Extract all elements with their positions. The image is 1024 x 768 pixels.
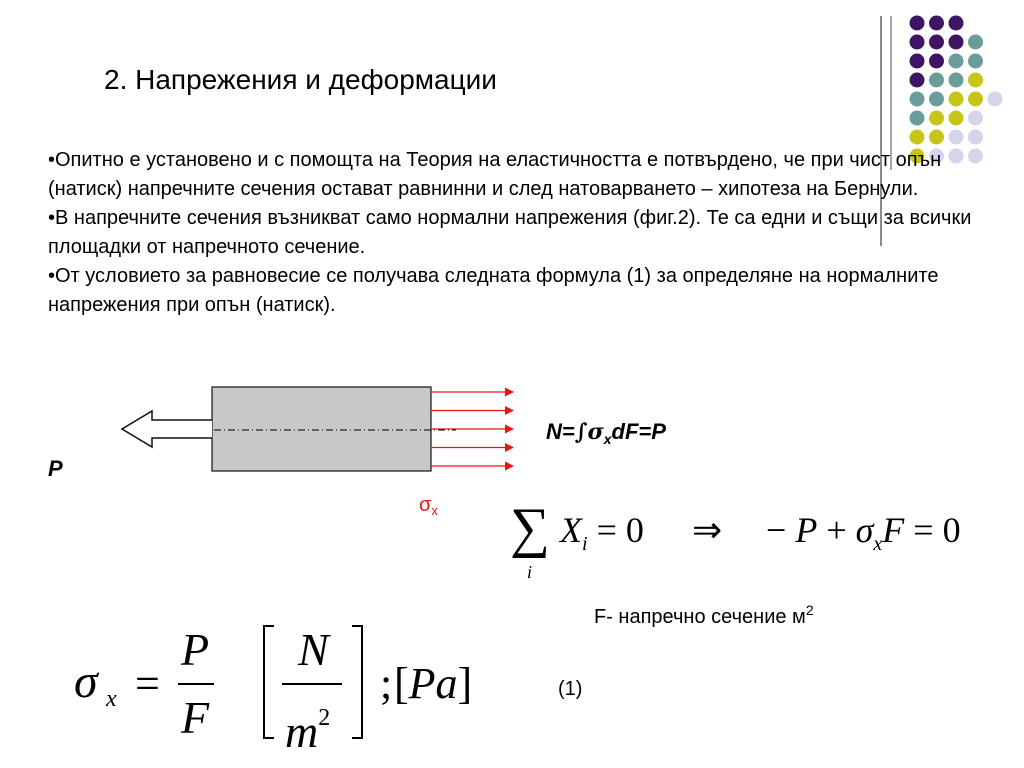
equation-number: (1) bbox=[558, 678, 583, 700]
formula-numerator: P bbox=[181, 624, 210, 675]
decor-dot bbox=[929, 16, 944, 31]
decor-dot bbox=[910, 111, 925, 126]
decor-dot bbox=[949, 16, 964, 31]
formula-sigma: σ bbox=[74, 655, 98, 708]
decor-dot bbox=[949, 92, 964, 107]
integral-sign: ∫ bbox=[574, 419, 588, 445]
bullet-list bbox=[48, 146, 1008, 320]
sigma-symbol: σ bbox=[587, 419, 604, 445]
note-text: F- напречно сечение м bbox=[594, 606, 806, 628]
formula-denominator: F bbox=[181, 692, 210, 743]
formula-equals: = bbox=[135, 659, 160, 708]
decor-dot bbox=[929, 35, 944, 50]
stress-subscript: x bbox=[431, 503, 438, 518]
decor-dot-grid bbox=[910, 16, 1003, 164]
load-label-p: P bbox=[48, 456, 63, 481]
cross-section-note bbox=[594, 602, 814, 629]
bullet-item: •Опитно е установено и с помощта на Теория на еластичността е потвърдено, че при чист опън (натиск) напречните сечения остават равнинни и след натоварването – хипотеза на Бернули. bbox=[48, 149, 942, 200]
slide-title: 2. Напрежения и деформации bbox=[104, 64, 497, 95]
equilibrium-lhs bbox=[560, 508, 644, 566]
stress-label bbox=[419, 494, 438, 518]
decor-dot bbox=[968, 35, 983, 50]
bracket-left bbox=[264, 626, 274, 738]
stress-sigma: σ bbox=[419, 494, 432, 516]
bar-body bbox=[212, 387, 431, 471]
decor-dot bbox=[929, 111, 944, 126]
eq-n-prefix: N= bbox=[546, 419, 575, 444]
unit-den-base: m bbox=[285, 706, 319, 757]
note-exponent: 2 bbox=[805, 602, 814, 618]
decor-dot bbox=[968, 73, 983, 88]
bullet-item: •От условието за равновесие се получава следната формула (1) за определяне на нормалните напрежения при опън (натиск). bbox=[48, 265, 939, 316]
decor-dot bbox=[929, 73, 944, 88]
decor-dot bbox=[949, 54, 964, 69]
decor-dot bbox=[968, 130, 983, 145]
decor-dot bbox=[929, 92, 944, 107]
implies-symbol: ⇒ bbox=[692, 510, 723, 550]
sum-symbol: ∑ bbox=[510, 497, 550, 559]
decor-dot bbox=[910, 92, 925, 107]
formula-sigma-subscript: x bbox=[106, 686, 117, 712]
load-arrow-p bbox=[122, 411, 212, 447]
decor-dot bbox=[910, 130, 925, 145]
bracket-right bbox=[352, 626, 362, 738]
decor-dot bbox=[949, 73, 964, 88]
rhs-sigma: σ bbox=[855, 510, 874, 550]
decor-dot bbox=[910, 35, 925, 50]
decor-dot bbox=[949, 111, 964, 126]
decor-dot bbox=[929, 54, 944, 69]
pa-text: Pa bbox=[408, 659, 458, 708]
formula-semicolon: ; bbox=[380, 659, 393, 708]
axial-force-equation bbox=[546, 419, 666, 447]
lhs-variable: X bbox=[560, 510, 582, 550]
rhs-subscript: x bbox=[873, 533, 883, 555]
decor-dot bbox=[968, 92, 983, 107]
decor-dot bbox=[910, 54, 925, 69]
sigma-subscript: x bbox=[603, 431, 612, 447]
unit-pascal bbox=[394, 656, 472, 712]
decor-dot bbox=[910, 16, 925, 31]
decor-dot bbox=[968, 54, 983, 69]
rhs-rest: = 0 bbox=[904, 510, 961, 550]
rhs-minus: − bbox=[766, 510, 796, 550]
stress-arrows bbox=[431, 392, 513, 466]
pa-open-bracket: [ bbox=[394, 659, 409, 708]
decor-dot bbox=[910, 73, 925, 88]
bullet-item: •В напречните сечения възникват само нормални напрежения (фиг.2). Те са едни и същи за всички площадки от напречното сечение. bbox=[48, 207, 972, 258]
lhs-subscript: i bbox=[582, 533, 588, 555]
decor-dot bbox=[949, 130, 964, 145]
pa-close-bracket: ] bbox=[457, 659, 473, 708]
unit-den-exponent: 2 bbox=[318, 705, 331, 731]
decor-dot bbox=[988, 92, 1003, 107]
unit-numerator: N bbox=[298, 624, 329, 675]
rhs-plus: + bbox=[817, 510, 856, 550]
decor-dot bbox=[929, 130, 944, 145]
equilibrium-rhs bbox=[766, 508, 961, 566]
decor-dot bbox=[949, 35, 964, 50]
rhs-p: P bbox=[795, 510, 818, 550]
rhs-f: F bbox=[882, 510, 905, 550]
eq-n-suffix: dF=P bbox=[611, 419, 666, 444]
sum-index: i bbox=[527, 562, 533, 582]
decor-dot bbox=[968, 111, 983, 126]
unit-denominator bbox=[285, 690, 330, 760]
lhs-rest: = 0 bbox=[587, 510, 644, 550]
